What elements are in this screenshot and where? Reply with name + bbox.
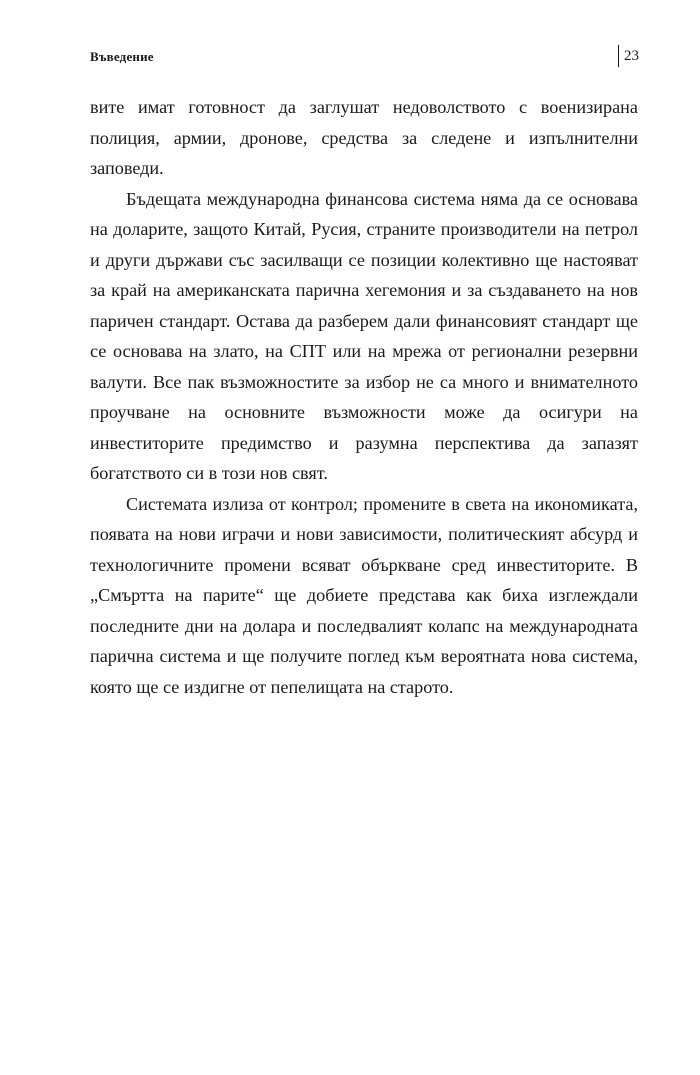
paragraph-financial-system: Бъдещата международна финансова система няма да се основава на доларите, защото Китай, Русия, страните производители на петрол и други държави със засилващи се позиции колективно ще настояват за край на американската парична хегемония и за създаването на нов паричен стандарт. Остава да разберем дали финансовият стандарт ще се основава на злато, на СПТ или на мрежа от регионални резервни валути. Все пак възможностите за избор не са много и внимателното проучване на основните възможности може да осигури на инвеститорите предимство и разумна перспектива да запазят богатството си в този нов свят. <box>90 188 638 483</box>
page-number: 23 <box>624 47 639 64</box>
running-header <box>90 44 645 68</box>
body-text <box>90 92 638 702</box>
section-title: Въведение <box>90 49 154 64</box>
header-divider <box>618 45 619 67</box>
paragraph-continuation: вите имат готовност да заглушат недоволството с военизирана полиция, армии, дронове, средства за следене и изпълнителни заповеди. <box>90 97 638 178</box>
paragraph-system-out-of-control: Системата излиза от контрол; промените в света на икономиката, появата на нови играчи и нови зависимости, политическият абсурд и технологичните промени всяват объркване сред инвеститорите. В „Смъртта на парите“ ще добиете представа как биха изглеждали последните дни на долара и последвалият колапс на международната парична система и ще получите поглед към вероятната нова система, която ще се издигне от пепелищата на старото. <box>90 493 638 697</box>
page-number-block <box>618 44 639 68</box>
